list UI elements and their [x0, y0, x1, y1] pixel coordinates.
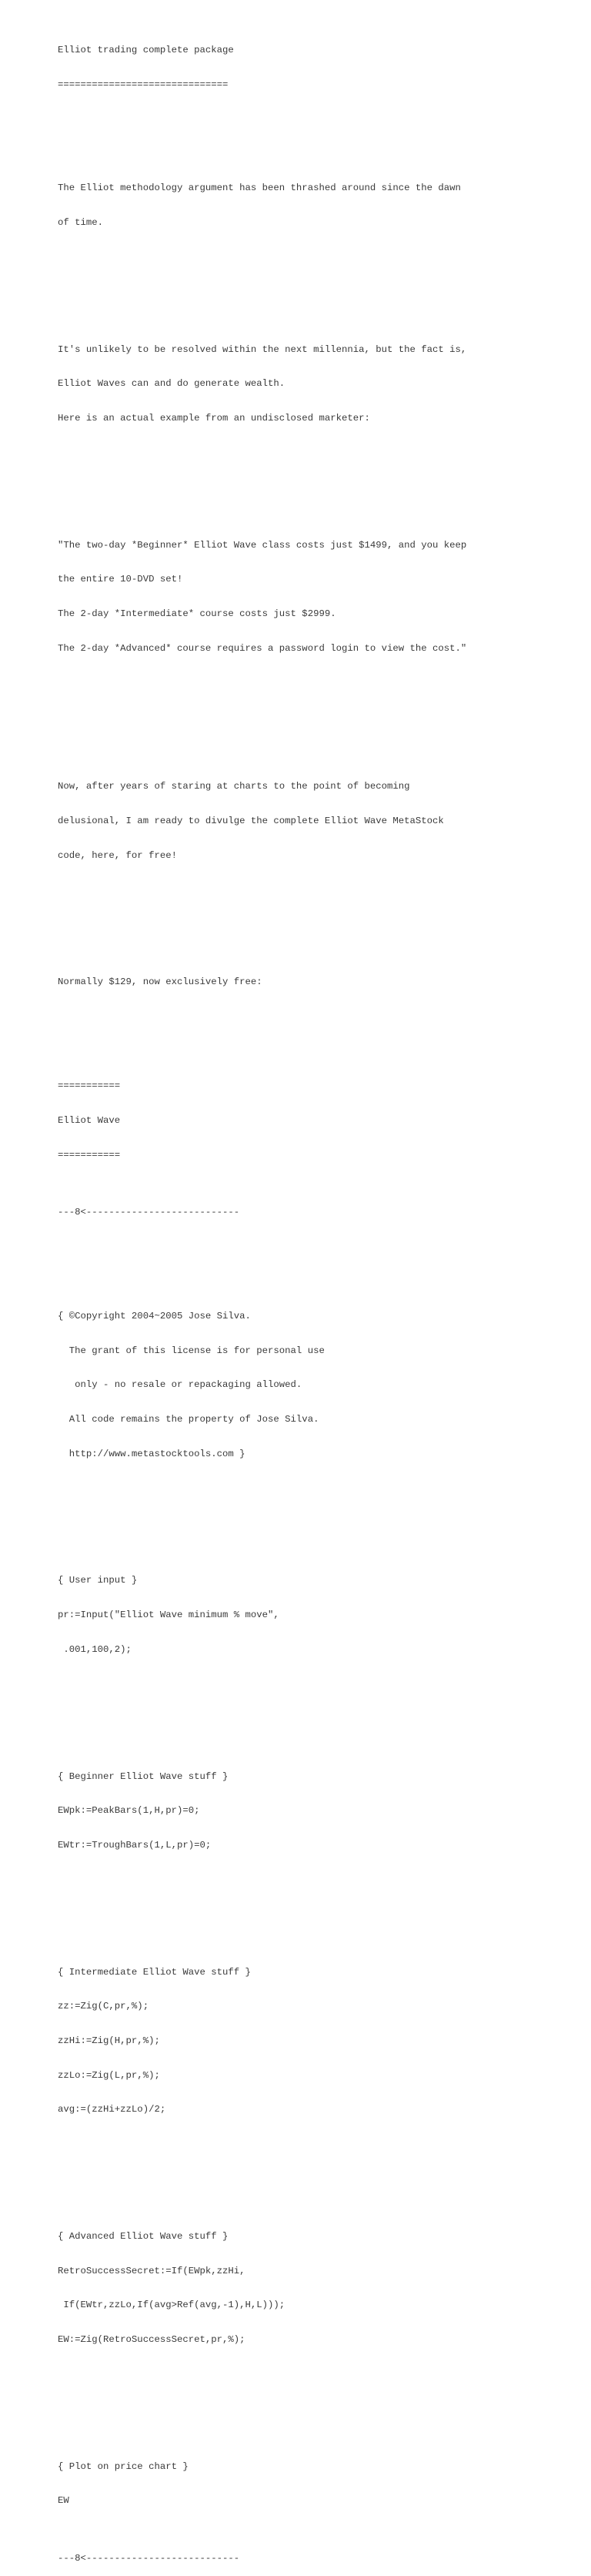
- spacer: [58, 1701, 566, 1713]
- code-line: { ©Copyright 2004~2005 Jose Silva.: [58, 1311, 251, 1321]
- text-line: It's unlikely to be resolved within the next millennia, but the fact is,: [58, 343, 467, 355]
- spacer: [58, 2392, 566, 2404]
- code-line: only - no resale or repackaging allowed.: [58, 1379, 302, 1391]
- user-input-block: [58, 1553, 566, 1679]
- text-line: Now, after years of staring at charts to the point of becoming: [58, 781, 410, 792]
- text-line: delusional, I am ready to divulge the complete Elliot Wave MetaStock: [58, 816, 444, 827]
- code-line: RetroSuccessSecret:=If(EWpk,zzHi,: [58, 2265, 245, 2276]
- text-line: the entire 10-DVD set!: [58, 574, 183, 585]
- code-line: pr:=Input("Elliot Wave minimum % move",: [58, 1610, 279, 1621]
- marketer-quote: [58, 517, 566, 678]
- beginner-block: [58, 1748, 566, 1874]
- code-header-rule: ===========: [58, 1149, 121, 1161]
- intro-paragraph: [58, 160, 566, 252]
- code-header-rule: ===========: [58, 1080, 121, 1092]
- spacer: [58, 1897, 566, 1909]
- advanced-block: [58, 2208, 566, 2369]
- code-line: { Beginner Elliot Wave stuff }: [58, 1770, 229, 1782]
- spacer: [58, 275, 566, 287]
- spacer: [58, 113, 566, 126]
- code-line: http://www.metastocktools.com }: [58, 1448, 245, 1459]
- code-line: EWtr:=TroughBars(1,L,pr)=0;: [58, 1839, 212, 1851]
- document-title: Elliot trading complete package: [58, 44, 234, 55]
- text-line: The Elliot methodology argument has been thrashed around since the dawn: [58, 183, 461, 194]
- code-line: All code remains the property of Jose Silva.: [58, 1414, 319, 1425]
- spacer: [58, 700, 566, 724]
- code-line: If(EWtr,zzLo,If(avg>Ref(avg,-1),H,L)));: [58, 2300, 285, 2311]
- scissor-line-start: ---8<---------------------------: [58, 1207, 240, 1218]
- spacer: [58, 907, 566, 942]
- spacer: [58, 2162, 566, 2174]
- code-line: { Plot on price chart }: [58, 2460, 189, 2472]
- code-line: zzHi:=Zig(H,pr,%);: [58, 2035, 160, 2046]
- code-line: .001,100,2);: [58, 1643, 132, 1655]
- code-line: avg:=(zzHi+zzLo)/2;: [58, 2104, 166, 2115]
- code-line: EW:=Zig(RetroSuccessSecret,pr,%);: [58, 2334, 245, 2346]
- code-line: EWpk:=PeakBars(1,H,pr)=0;: [58, 1805, 200, 1817]
- text-line: of time.: [58, 217, 104, 229]
- code-header-title: Elliot Wave: [58, 1114, 121, 1126]
- text-line: The 2-day *Intermediate* course costs just $2999.: [58, 608, 336, 620]
- code-line: zzLo:=Zig(L,pr,%);: [58, 2069, 160, 2081]
- code-line: { Intermediate Elliot Wave stuff }: [58, 1966, 251, 1978]
- spacer: [58, 471, 566, 483]
- code-line: The grant of this license is for personal use: [58, 1345, 325, 1356]
- copyright-block: [58, 1288, 566, 1482]
- wealth-paragraph: [58, 321, 566, 447]
- code-line: { User input }: [58, 1575, 138, 1586]
- spacer: [58, 1506, 566, 1518]
- scissor-line-end: ---8<---------------------------: [58, 2552, 240, 2564]
- code-header: [58, 1057, 566, 1184]
- intermediate-block: [58, 1944, 566, 2139]
- code-line: zz:=Zig(C,pr,%);: [58, 2001, 149, 2012]
- spacer: [58, 1011, 566, 1023]
- spacer: [58, 1241, 566, 1254]
- plot-block: [58, 2438, 566, 2530]
- text-line: Elliot Waves can and do generate wealth.: [58, 378, 285, 390]
- offer-line: Normally $129, now exclusively free:: [58, 976, 262, 988]
- code-line: EW: [58, 2495, 69, 2507]
- code-line: { Advanced Elliot Wave stuff }: [58, 2231, 229, 2242]
- text-line: code, here, for free!: [58, 849, 177, 861]
- divulge-paragraph: [58, 759, 566, 885]
- text-line: "The two-day *Beginner* Elliot Wave class costs just $1499, and you keep: [58, 539, 467, 551]
- title-underline: ==============================: [58, 79, 229, 90]
- text-line: Here is an actual example from an undisclosed marketer:: [58, 413, 370, 424]
- document-body: [58, 22, 566, 2576]
- text-line: The 2-day *Advanced* course requires a password login to view the cost.": [58, 642, 467, 654]
